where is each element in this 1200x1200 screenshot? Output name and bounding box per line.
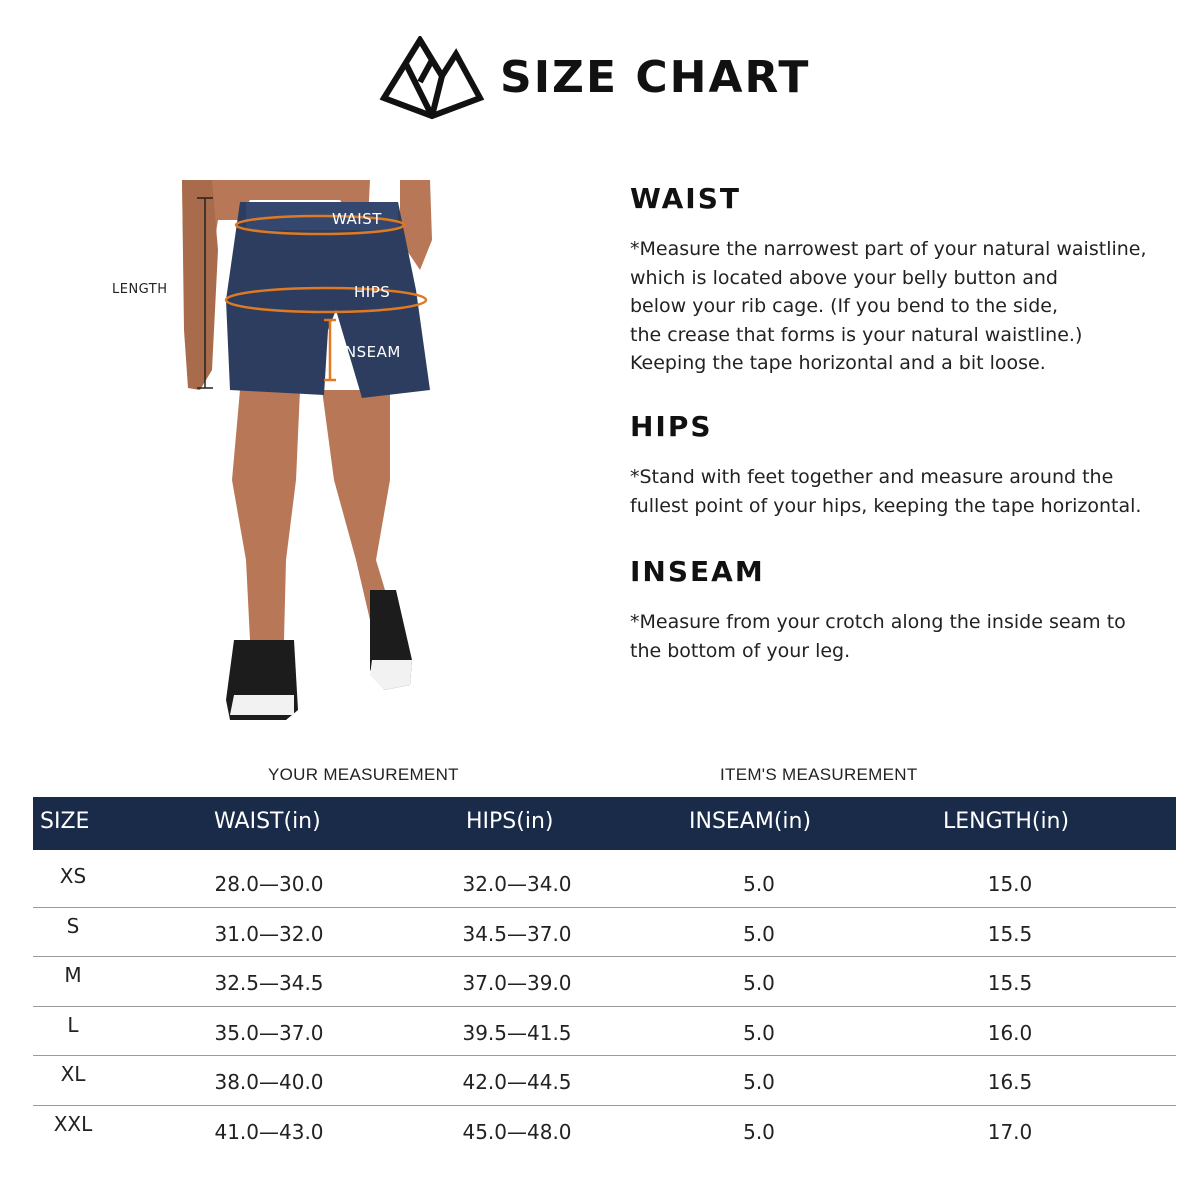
hips-cell: 45.0—48.0 xyxy=(462,1119,572,1144)
waist-cell: 38.0—40.0 xyxy=(214,1070,324,1094)
inseam-guide xyxy=(630,555,1190,665)
hips-cell: 42.0—44.5 xyxy=(462,1070,572,1094)
length-cell: 17.0 xyxy=(987,1119,1033,1144)
triangle-mountain-logo-icon xyxy=(376,36,486,120)
waist-line: Keeping the tape horizontal and a bit loose. xyxy=(630,352,1046,374)
table-row xyxy=(33,908,1176,958)
table-row xyxy=(33,858,1176,908)
inseam-cell: 5.0 xyxy=(743,1020,775,1045)
hips-cell: 34.5—37.0 xyxy=(462,921,572,946)
hips-label: HIPS xyxy=(354,283,391,301)
waist-label: WAIST xyxy=(332,210,382,228)
column-header-inseam: INSEAM(in) xyxy=(689,809,812,834)
length-cell: 16.0 xyxy=(987,1020,1033,1045)
waist-line: below your rib cage. (If you bend to the side, xyxy=(630,295,1058,317)
page-title: SIZE CHART xyxy=(500,52,811,103)
size-cell: L xyxy=(67,1012,79,1037)
length-label: LENGTH xyxy=(112,282,168,297)
waist-cell: 41.0—43.0 xyxy=(214,1119,324,1144)
column-header-waist: WAIST(in) xyxy=(214,809,321,834)
inseam-line: *Measure from your crotch along the inside seam to xyxy=(630,611,1126,633)
shorts-model-illustration xyxy=(100,180,460,740)
inseam-cell: 5.0 xyxy=(743,1119,775,1144)
inseam-heading: INSEAM xyxy=(630,555,765,588)
column-header-hips: HIPS(in) xyxy=(466,809,554,834)
inseam-cell: 5.0 xyxy=(743,971,775,995)
size-cell: XS xyxy=(59,864,87,888)
model-figure xyxy=(100,180,460,740)
hips-line: *Stand with feet together and measure around the xyxy=(630,466,1114,488)
table-body xyxy=(33,858,1176,1155)
table-row xyxy=(33,1007,1176,1057)
items-measurement-caption: ITEM'S MEASUREMENT xyxy=(720,765,918,784)
table-row xyxy=(33,1056,1176,1106)
waist-cell: 32.5—34.5 xyxy=(214,971,324,995)
column-header-size: SIZE xyxy=(40,809,90,834)
waist-guide xyxy=(630,182,1190,378)
inseam-cell: 5.0 xyxy=(743,921,775,946)
table-row xyxy=(33,1106,1176,1156)
hips-cell: 39.5—41.5 xyxy=(462,1020,572,1045)
inseam-cell: 5.0 xyxy=(743,1070,775,1094)
size-cell: M xyxy=(64,963,82,987)
hips-heading: HIPS xyxy=(630,410,713,443)
hips-cell: 37.0—39.0 xyxy=(462,971,572,995)
waist-cell: 35.0—37.0 xyxy=(214,1020,324,1045)
length-cell: 16.5 xyxy=(987,1070,1033,1094)
size-cell: XL xyxy=(60,1062,86,1086)
hips-cell: 32.0—34.0 xyxy=(462,872,572,896)
waist-heading: WAIST xyxy=(630,182,741,215)
size-cell: XXL xyxy=(53,1111,93,1136)
inseam-cell: 5.0 xyxy=(743,872,775,896)
length-cell: 15.0 xyxy=(987,872,1033,896)
waist-line: *Measure the narrowest part of your natural waistline, xyxy=(630,238,1147,260)
waist-cell: 31.0—32.0 xyxy=(214,921,324,946)
size-cell: S xyxy=(66,913,80,938)
table-row xyxy=(33,957,1176,1007)
waist-cell: 28.0—30.0 xyxy=(214,872,324,896)
table-header xyxy=(33,797,1176,850)
size-table xyxy=(33,797,1176,1155)
waist-line: the crease that forms is your natural waistline.) xyxy=(630,323,1083,346)
your-measurement-caption: YOUR MEASUREMENT xyxy=(268,765,459,784)
inseam-label: INSEAM xyxy=(340,343,401,361)
length-cell: 15.5 xyxy=(987,921,1033,946)
waist-line: which is located above your belly button and xyxy=(630,266,1058,289)
hips-guide xyxy=(630,410,1190,520)
inseam-line: the bottom of your leg. xyxy=(630,639,851,662)
column-header-length: LENGTH(in) xyxy=(943,809,1070,834)
length-cell: 15.5 xyxy=(987,971,1033,995)
hips-line: fullest point of your hips, keeping the tape horizontal. xyxy=(630,494,1142,517)
